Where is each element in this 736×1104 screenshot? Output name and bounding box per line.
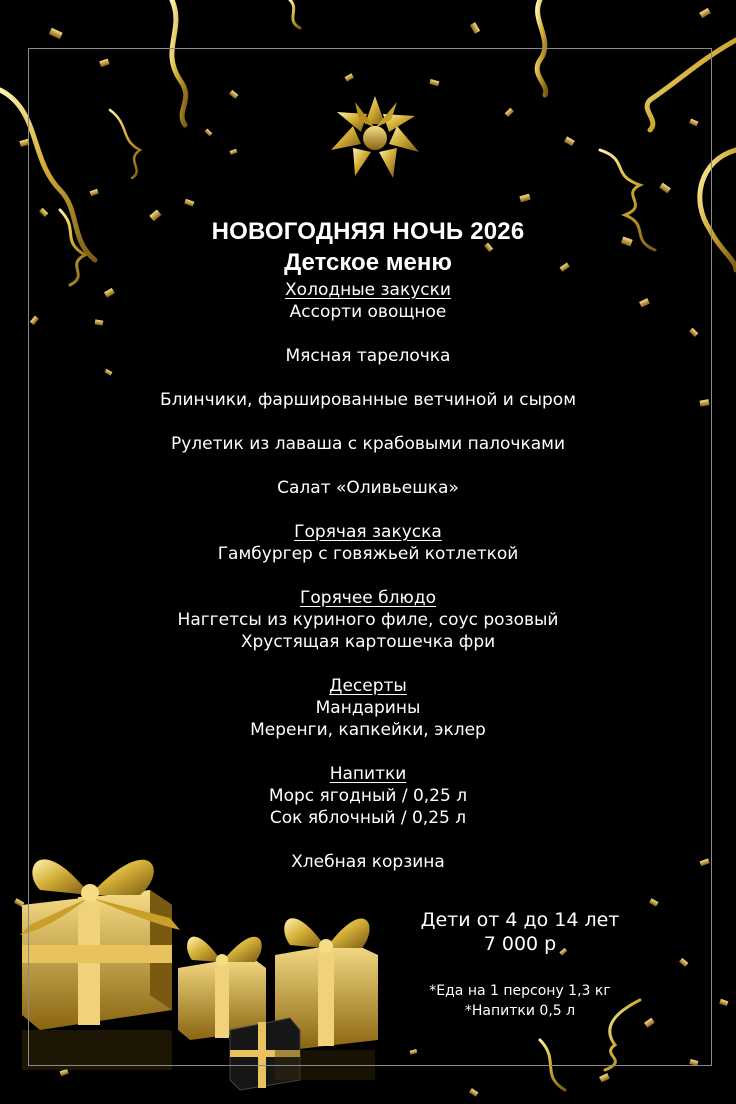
section-heading: Горячая закуска <box>294 522 442 542</box>
menu-item: Ассорти овощное <box>289 302 447 322</box>
menu-item: Наггетсы из куриного филе, соус розовый <box>177 610 559 630</box>
section-desserts <box>0 675 736 741</box>
menu-item: Гамбургер с говяжьей котлеткой <box>217 544 519 564</box>
menu-item: Сок яблочный / 0,25 л <box>269 808 467 828</box>
menu-item-spacer <box>0 323 736 345</box>
price-block <box>380 908 660 956</box>
menu-content <box>0 217 736 873</box>
menu-item: Рулетик из лаваша с крабовыми палочками <box>170 434 566 454</box>
menu-item-spacer <box>0 411 736 433</box>
menu-item: Салат «Оливьешка» <box>277 478 459 498</box>
section-main-course <box>0 587 736 653</box>
section-hot-appetizer <box>0 521 736 565</box>
section-heading: Горячее блюдо <box>300 588 436 608</box>
section-gap <box>0 565 736 587</box>
section-heading: Десерты <box>329 676 407 696</box>
section-drinks <box>0 763 736 873</box>
menu-subtitle: Детское меню <box>284 249 452 276</box>
section-cold-appetizers <box>0 279 736 499</box>
menu-item: Меренги, капкейки, эклер <box>250 720 486 740</box>
price-amount: 7 000 р <box>483 933 557 955</box>
menu-item-spacer <box>0 455 736 477</box>
menu-title: НОВОГОДНЯЯ НОЧЬ 2026 <box>211 218 525 245</box>
section-gap <box>0 499 736 521</box>
menu-item-spacer <box>0 367 736 389</box>
age-range-label: Дети от 4 до 14 лет <box>420 909 620 931</box>
menu-item: Мясная тарелочка <box>285 346 451 366</box>
footnotes <box>380 981 660 1021</box>
drinks-volume-note: *Напитки 0,5 л <box>464 1003 576 1019</box>
menu-item-spacer <box>0 829 736 851</box>
menu-item: Хлебная корзина <box>291 852 445 872</box>
menu-item: Морс ягодный / 0,25 л <box>268 786 468 806</box>
section-gap <box>0 741 736 763</box>
section-heading: Напитки <box>329 764 407 784</box>
menu-item: Мандарины <box>315 698 421 718</box>
menu-item: Хрустящая картошечка фри <box>240 632 496 652</box>
section-heading: Холодные закуски <box>285 280 451 300</box>
section-gap <box>0 653 736 675</box>
food-weight-note: *Еда на 1 персону 1,3 кг <box>429 983 611 999</box>
menu-item: Блинчики, фаршированные ветчиной и сыром <box>159 390 577 410</box>
